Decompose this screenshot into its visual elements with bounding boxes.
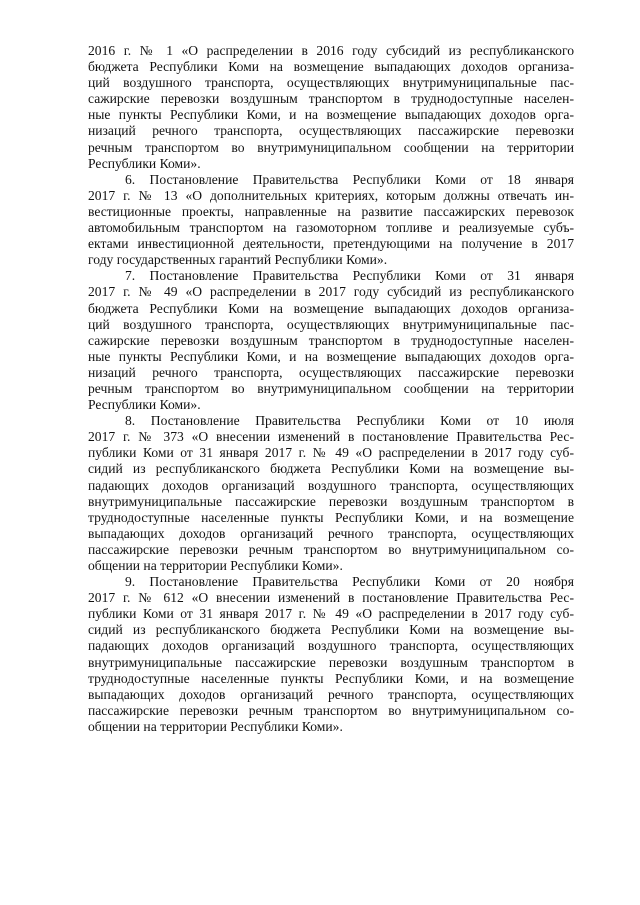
text-line: 2017 г. № 13 «О дополнительных критериях, которым должны отвечать ин- <box>88 187 574 203</box>
text-line: внутримуниципальные пассажирские перевозки воздушным транспортом в <box>88 654 574 670</box>
document-body <box>88 43 574 735</box>
text-line: сидий из республиканского бюджета Республики Коми на возмещение вы- <box>88 461 574 477</box>
text-line: ные пункты Республики Коми, и на возмещение выпадающих доходов орга- <box>88 348 574 364</box>
paragraph-item-6 <box>88 172 574 269</box>
text-line: 8. Постановление Правительства Республики Коми от 10 июля <box>125 413 574 429</box>
paragraph-item-9 <box>88 574 574 735</box>
text-line: публики Коми от 31 января 2017 г. № 49 «О распределении в 2017 году суб- <box>88 445 574 461</box>
text-line: сажирские перевозки воздушным транспортом в труднодоступные населен- <box>88 332 574 348</box>
text-line: пассажирские перевозки речным транспортом во внутримуниципальном со- <box>88 702 574 718</box>
text-line: 2017 г. № 373 «О внесении изменений в постановление Правительства Рес- <box>88 429 574 445</box>
text-line: году государственных гарантий Республики Коми». <box>88 252 388 268</box>
text-line: бюджета Республики Коми на возмещение выпадающих доходов организа- <box>88 300 574 316</box>
text-line: падающих доходов организаций воздушного транспорта, осуществляющих <box>88 638 574 654</box>
text-line: 2017 г. № 49 «О распределении в 2017 году субсидий из республиканского <box>88 284 574 300</box>
text-line: пассажирские перевозки речным транспортом во внутримуниципальном со- <box>88 541 574 557</box>
text-line: автомобильным транспортом на газомоторном топливе и реализуемые субъ- <box>88 220 574 236</box>
text-line: выпадающих доходов организаций речного транспорта, осуществляющих <box>88 686 574 702</box>
paragraph-item-8 <box>88 413 574 574</box>
paragraph-continuation <box>88 43 574 172</box>
text-line: 7. Постановление Правительства Республики Коми от 31 января <box>125 268 574 284</box>
text-line: внутримуниципальные пассажирские перевозки воздушным транспортом в <box>88 493 574 509</box>
text-line: ные пункты Республики Коми, и на возмещение выпадающих доходов орга- <box>88 107 574 123</box>
text-line: вестиционные проекты, направленные на развитие пассажирских перевозок <box>88 203 574 219</box>
paragraph-item-7 <box>88 268 574 413</box>
text-line: падающих доходов организаций воздушного транспорта, осуществляющих <box>88 477 574 493</box>
text-line: общении на территории Республики Коми». <box>88 718 343 734</box>
text-line: 6. Постановление Правительства Республики Коми от 18 января <box>125 171 574 187</box>
text-line: труднодоступные населенные пункты Республики Коми, и на возмещение <box>88 509 574 525</box>
text-line: 2017 г. № 612 «О внесении изменений в постановление Правительства Рес- <box>88 590 574 606</box>
text-line: речным транспортом во внутримуниципальном сообщении на территории <box>88 139 574 155</box>
text-line: Республики Коми». <box>88 397 201 413</box>
text-line: речным транспортом во внутримуниципальном сообщении на территории <box>88 380 574 396</box>
text-line: Республики Коми». <box>88 155 201 171</box>
text-line: ций воздушного транспорта, осуществляющих внутримуниципальные пас- <box>88 316 574 332</box>
text-line: низаций речного транспорта, осуществляющих пассажирские перевозки <box>88 123 574 139</box>
text-line: ций воздушного транспорта, осуществляющих внутримуниципальные пас- <box>88 75 574 91</box>
text-line: труднодоступные населенные пункты Республики Коми, и на возмещение <box>88 670 574 686</box>
text-line: сидий из республиканского бюджета Республики Коми на возмещение вы- <box>88 622 574 638</box>
text-line: выпадающих доходов организаций речного транспорта, осуществляющих <box>88 525 574 541</box>
text-line: общении на территории Республики Коми». <box>88 558 343 573</box>
text-line: 9. Постановление Правительства Республики Коми от 20 ноября <box>125 574 574 590</box>
text-line: публики Коми от 31 января 2017 г. № 49 «О распределении в 2017 году суб- <box>88 606 574 622</box>
text-line: 2016 г. № 1 «О распределении в 2016 году субсидий из республиканского <box>88 43 574 58</box>
text-line: ектами инвестиционной деятельности, претендующими на получение в 2017 <box>88 236 574 252</box>
text-line: бюджета Республики Коми на возмещение выпадающих доходов организа- <box>88 59 574 75</box>
text-line: сажирские перевозки воздушным транспортом в труднодоступные населен- <box>88 91 574 107</box>
text-line: низаций речного транспорта, осуществляющих пассажирские перевозки <box>88 364 574 380</box>
